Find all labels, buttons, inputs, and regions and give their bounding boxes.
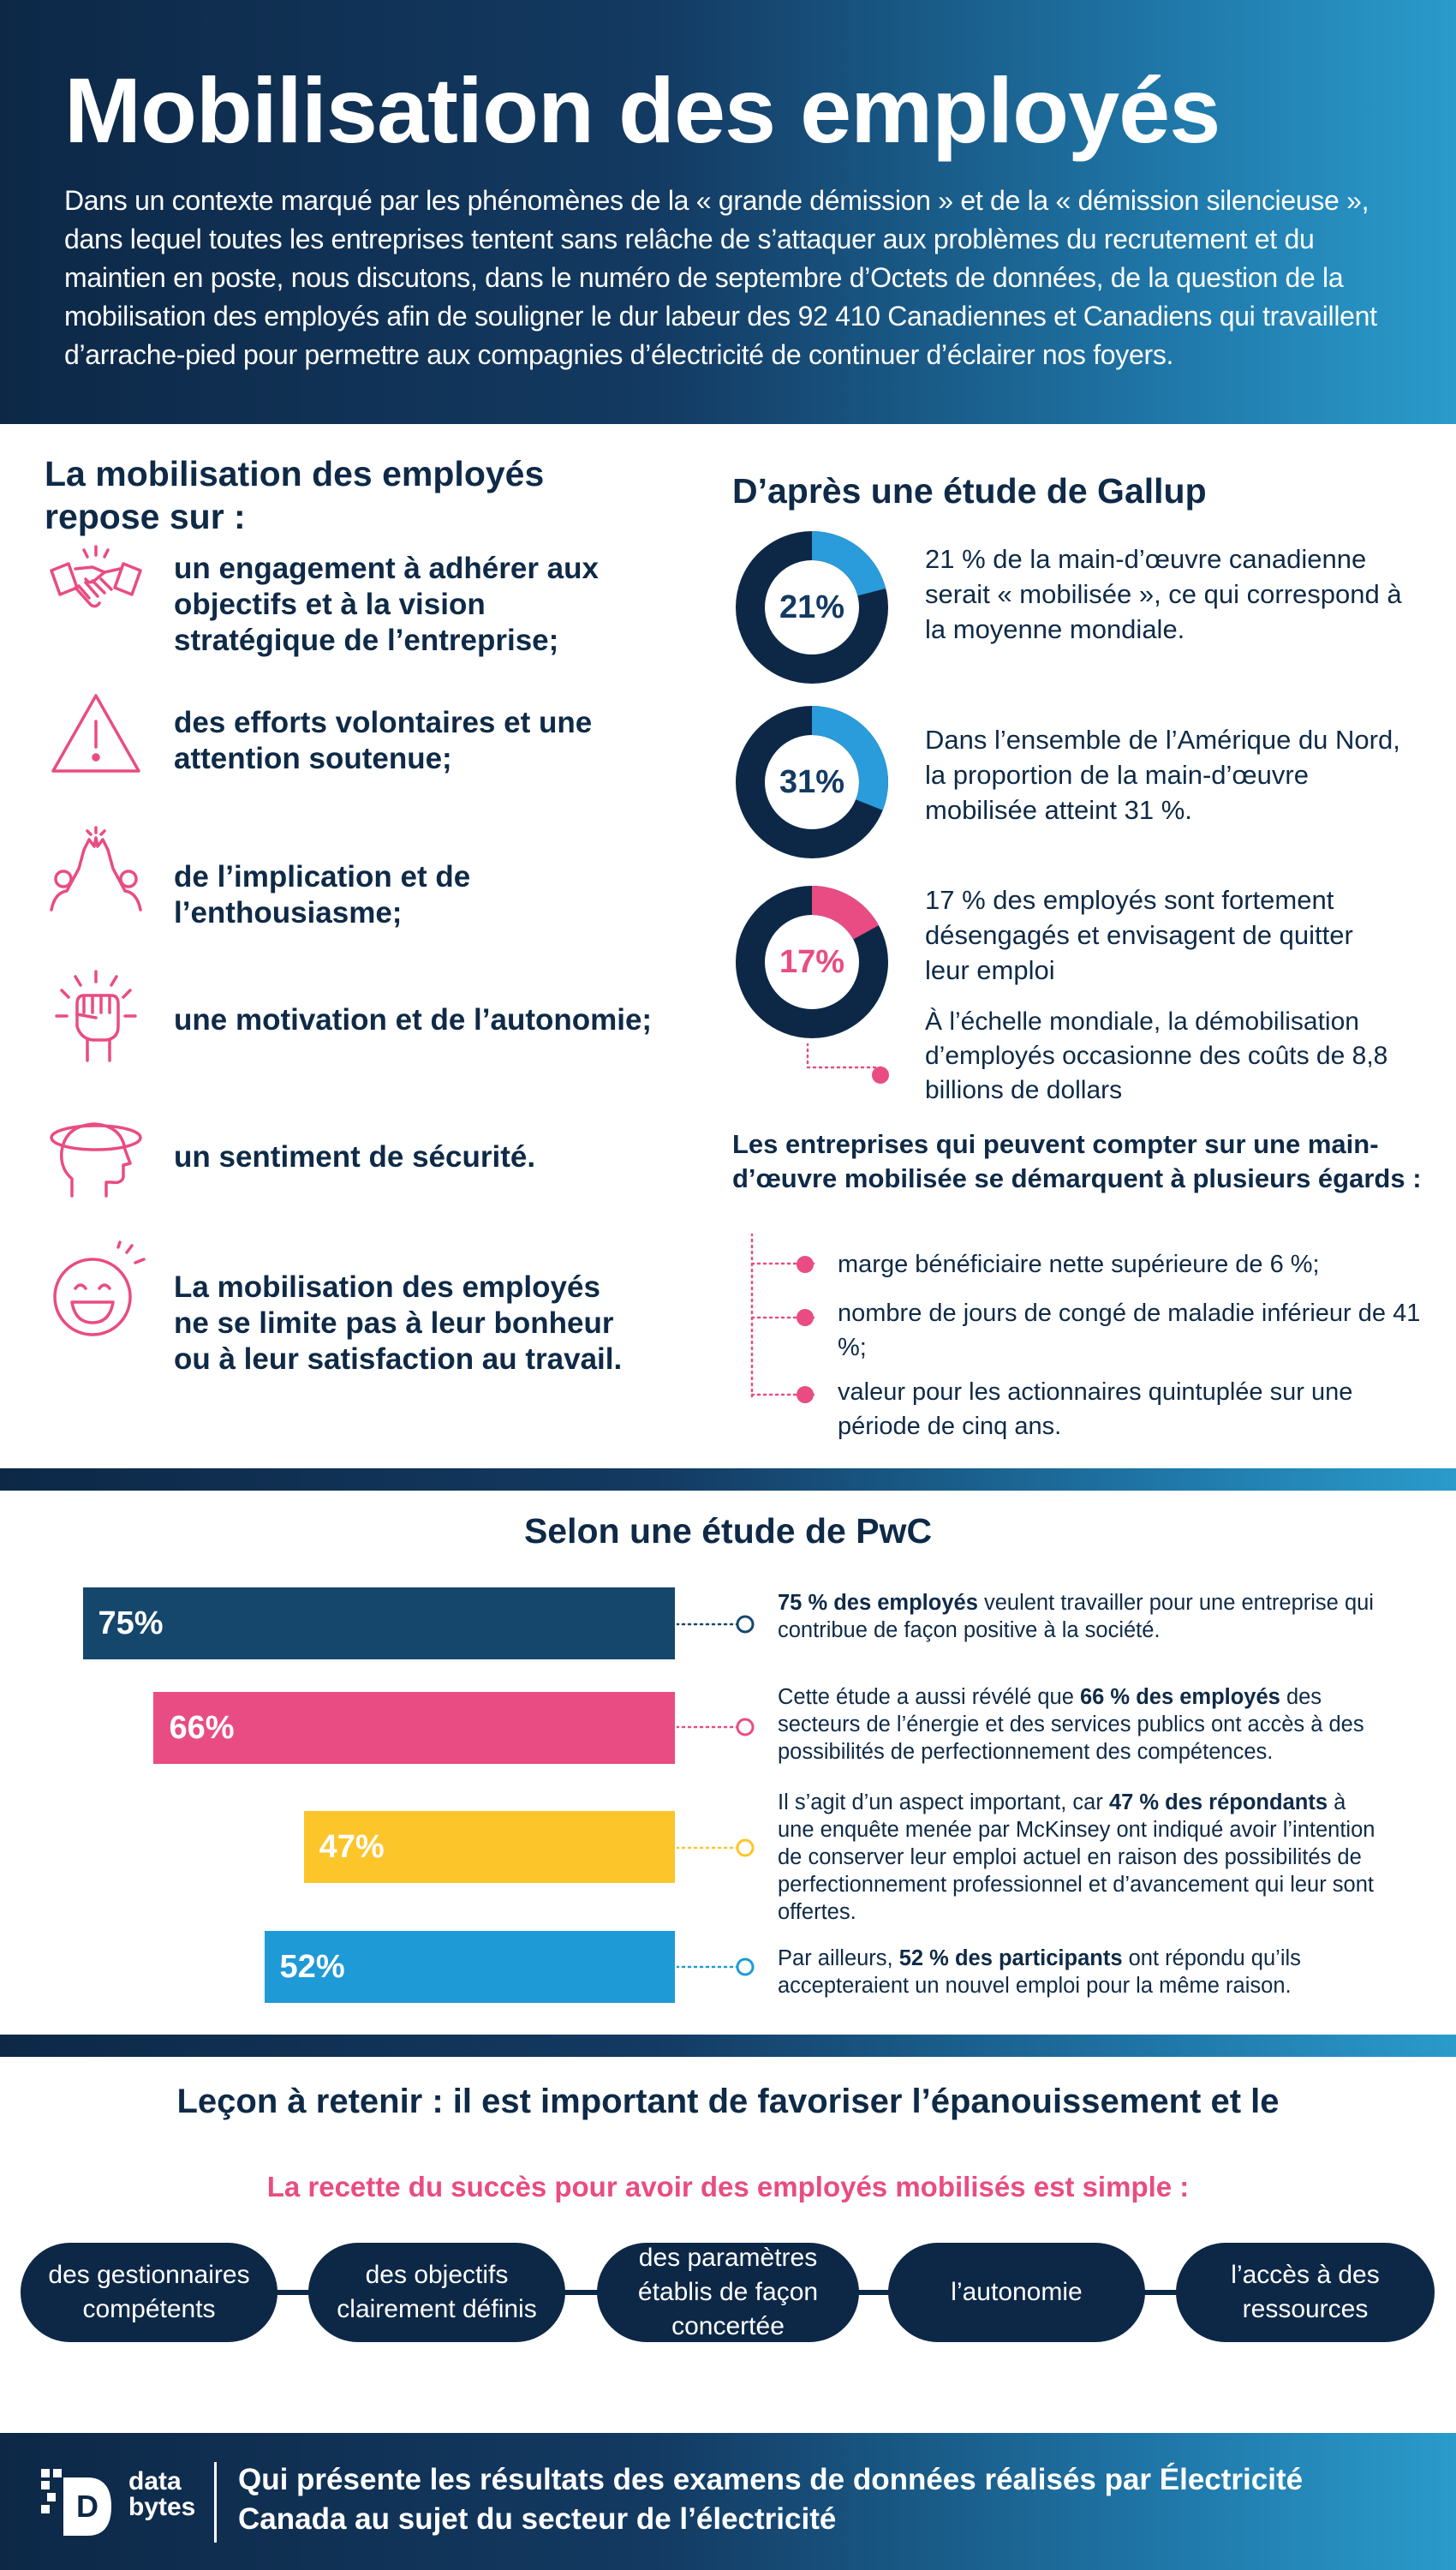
lesson-subtitle: La recette du succès pour avoir des employés mobilisés est simple : — [266, 2171, 1190, 2202]
handshake-icon — [45, 538, 147, 641]
step-pill: l’accès à des ressources — [1176, 2243, 1435, 2342]
section-divider — [0, 1468, 1456, 1491]
pwc-note: 75 % des employés veulent travailler pour une entreprise qui contribue de façon positive à la société. — [778, 1591, 1374, 1642]
pwc-bar: 52% — [265, 1931, 675, 2003]
step-pill: l’autonomie — [888, 2243, 1145, 2342]
pwc-note: Par ailleurs, 52 % des participants ont répondu qu’ils accepteraient un nouvel emploi pour la même raison. — [778, 1946, 1301, 1998]
bullet-dot — [797, 1309, 814, 1326]
pillar-text: de l’implication et de l’enthousiasme; — [174, 860, 471, 929]
gallup-stat-text: Dans l’ensemble de l’Amérique du Nord, la proportion de la main-d’œuvre mobilisée atteint 31 %. — [925, 725, 1400, 825]
intro-paragraph: Dans un contexte marqué par les phénomènes de la « grande démission » et de la « démission silencieuse », dans lequel toutes les entreprises tentent sans relâche de s’attaquer aux problèmes du recrutement et du maintien en poste, nous discutons, dans le numéro de septembre d’Octets de données, de la question de la mobilisation des employés afin de souligner le dur labeur des 92 410 Canadiennes et Canadiens qui travaillent d’arrache-pied pour permettre aux compagnies d’électricité de continuer d’éclairer nos foyers. — [64, 185, 1377, 370]
advantage-item: marge bénéficiaire nette supérieure de 6 %; — [838, 1251, 1320, 1278]
high-five-icon — [45, 824, 147, 927]
gallup-stat-text: 21 % de la main-d’œuvre canadienne serait « mobilisée », ce qui correspond à la moyenne mondiale. — [925, 544, 1402, 644]
step-pill: des gestionnaires compétents — [21, 2243, 277, 2342]
step-pill: des paramètres établis de façon concertée — [597, 2243, 859, 2342]
logo-text: data bytes — [128, 2467, 196, 2521]
head-orbit-icon — [45, 1103, 147, 1206]
pillars-title: La mobilisation des employés repose sur : — [45, 454, 545, 536]
pwc-note: Cette étude a aussi révélé que 66 % des employés des secteurs de l’énergie et des services publics ont accès à des possibilités de perfectionnement des compétences. — [778, 1685, 1364, 1764]
footer-text: Qui présente les résultats des examens de données réalisés par Électricité Canada au sujet du secteur de l’électricité — [238, 2463, 1304, 2536]
gallup-stat-text: 17 % des employés sont fortement désengagés et envisagent de quitter leur emploi — [925, 885, 1353, 985]
advantage-item: nombre de jours de congé de maladie inférieur de 41 %; — [838, 1300, 1421, 1361]
section-divider — [0, 2035, 1456, 2057]
page-title: Mobilisation des employés — [64, 58, 1220, 162]
step-pill: des objectifs clairement définis — [308, 2243, 565, 2342]
advantages-title: Les entreprises qui peuvent compter sur une main-d’œuvre mobilisée se démarquent à plusieurs égards : — [732, 1129, 1422, 1193]
footer-divider — [214, 2462, 217, 2543]
pillar-text-summary: La mobilisation des employés ne se limite pas à leur bonheur ou à leur satisfaction au travail. — [174, 1270, 623, 1376]
data-bytes-logo-icon — [38, 2465, 123, 2543]
pwc-bar: 75% — [83, 1587, 676, 1659]
pillar-text: un sentiment de sécurité. — [174, 1140, 536, 1174]
bullet-dot — [872, 1067, 889, 1084]
pwc-note: Il s’agit d’un aspect important, car 47 % des répondants à une enquête menée par McKinsey ont indiqué avoir l’intention de conserver leur emploi actuel en raison des possibilités de perfectionnement professionnel et d’avancement qui leur sont offertes. — [778, 1790, 1375, 1924]
bullet-dot — [797, 1386, 814, 1403]
smiley-icon — [45, 1240, 147, 1343]
header-banner — [0, 0, 1456, 424]
raised-fist-icon — [45, 965, 147, 1067]
svg-text:D: D — [76, 2489, 98, 2524]
pillar-text: une motivation et de l’autonomie; — [174, 1003, 653, 1037]
lesson-title: Leçon à retenir : il est important de favoriser l’épanouissement et le — [176, 2083, 1280, 2120]
pillar-text: des efforts volontaires et une attention soutenue; — [174, 706, 593, 775]
bullet-dot — [797, 1256, 814, 1273]
gallup-title: D’après une étude de Gallup — [732, 471, 1207, 511]
pwc-bar: 66% — [153, 1692, 675, 1764]
pillar-text: un engagement à adhérer aux objectifs et à la vision stratégique de l’entreprise; — [174, 552, 599, 657]
pwc-bar: 47% — [304, 1811, 675, 1883]
cost-note: À l’échelle mondiale, la démobilisation d’employés occasionne des coûts de 8,8 billions de dollars — [925, 1007, 1388, 1104]
donut-label: 31% — [779, 764, 845, 800]
donut-label: 21% — [779, 589, 845, 625]
advantage-item: valeur pour les actionnaires quintuplée sur une période de cinq ans. — [838, 1378, 1353, 1440]
pwc-connectors — [677, 1611, 762, 2005]
donut-label: 17% — [779, 944, 845, 980]
footer-banner — [0, 2433, 1456, 2570]
pwc-title: Selon une étude de PwC — [523, 1511, 933, 1551]
warning-icon — [45, 685, 147, 788]
